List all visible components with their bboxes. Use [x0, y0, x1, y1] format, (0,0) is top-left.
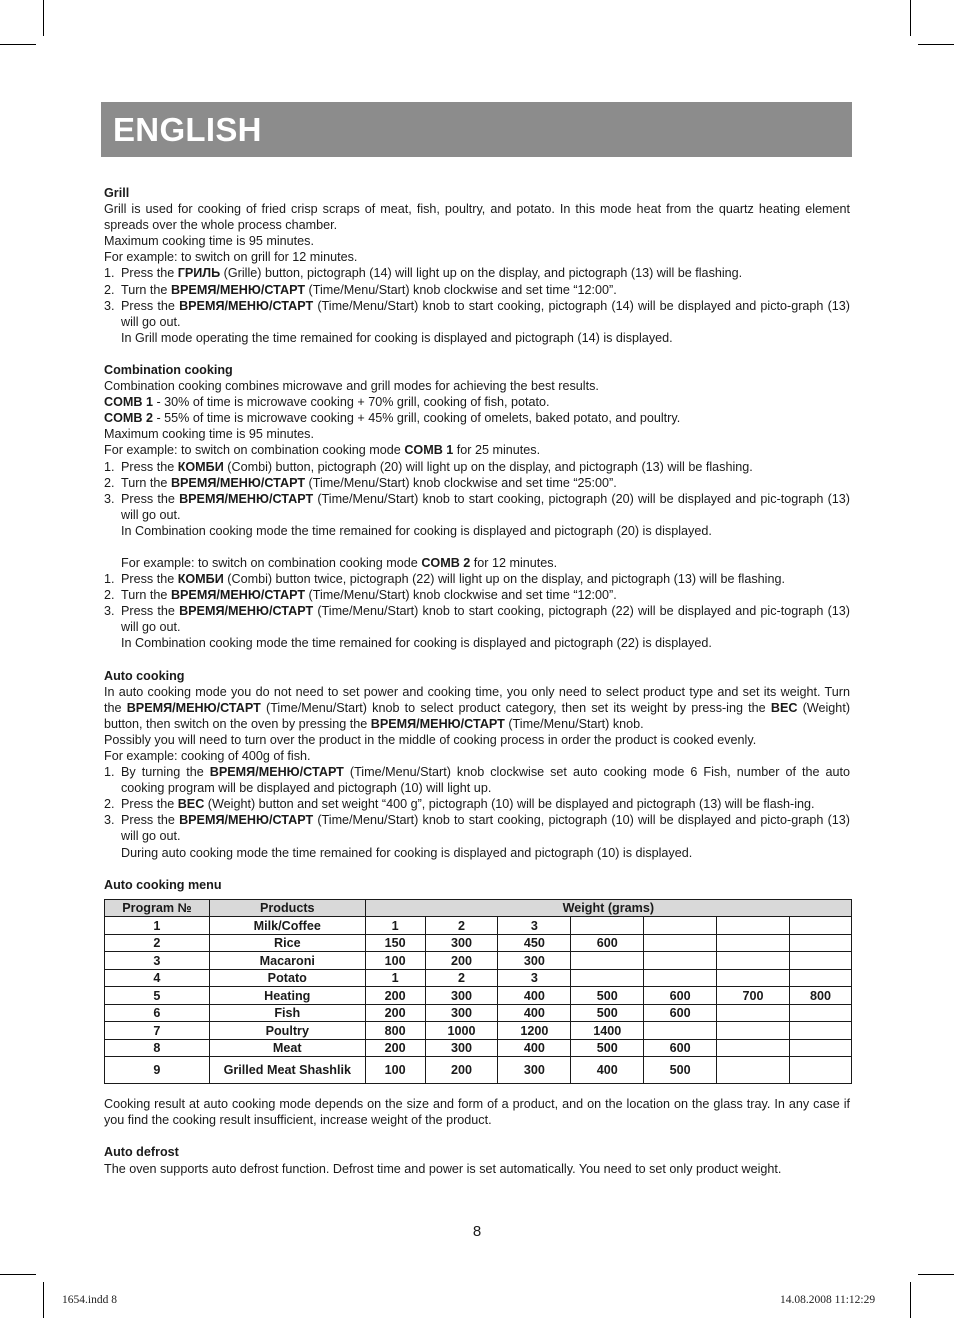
page-number: 8	[472, 1223, 482, 1240]
table-cell: Grilled Meat Shashlik	[209, 1057, 365, 1084]
table-cell: 800	[365, 1022, 425, 1040]
paragraph: For example: cooking of 400g of fish.	[104, 749, 311, 763]
table-cell: 600	[644, 987, 717, 1005]
table-cell: 5	[105, 987, 210, 1005]
paragraph: Maximum cooking time is 95 minutes.	[104, 234, 314, 249]
table-cell: 450	[498, 934, 571, 952]
table-cell	[644, 1022, 717, 1040]
paragraph: The oven supports auto defrost function. Defrost time and power is set automatically. You need to set only product weight.	[104, 1161, 782, 1176]
column-header: Products	[209, 899, 365, 917]
table-cell: 400	[498, 1004, 571, 1022]
table-cell: 4	[105, 969, 210, 987]
table-cell: 9	[105, 1057, 210, 1084]
table-cell: 500	[571, 1039, 644, 1057]
crop-mark	[918, 1274, 954, 1275]
table-cell: 500	[644, 1057, 717, 1084]
table-cell: 300	[498, 952, 571, 970]
table-cell: 700	[717, 987, 790, 1005]
list-item: 3. Press the ВРЕМЯ/МЕНЮ/СТАРТ (Time/Menu/Start) knob to start cooking, pictograph (14) will be displayed and picto-graph (13) will go out.	[104, 298, 851, 329]
paragraph: COMB 2 - 55% of time is microwave cooking + 45% grill, cooking of omelets, baked potato, and poultry.	[104, 411, 681, 426]
table-cell: 2	[425, 917, 498, 935]
table-cell	[644, 934, 717, 952]
table-cell: 1	[105, 917, 210, 935]
list-item: 3. Press the ВРЕМЯ/МЕНЮ/СТАРТ (Time/Menu/Start) knob to start cooking, pictograph (10) will be displayed and picto-graph (13) will go out.	[104, 813, 851, 844]
crop-mark	[910, 1282, 911, 1318]
table-cell: 3	[498, 917, 571, 935]
paragraph: Combination cooking combines microwave and grill modes for achieving the best results.	[104, 379, 599, 394]
table-cell: 500	[571, 987, 644, 1005]
paragraph: In auto cooking mode you do not need to set power and cooking time, you only need to select product type and set its weight. Turn the ВРЕМЯ/МЕНЮ/СТАРТ (Time/Menu/Start) knob to select product category, then set its weight by press-ing the ВЕС (Weight) button, then switch on the oven by pressing the ВРЕМЯ/МЕНЮ/СТАРТ (Time/Menu/Start) knob.	[104, 684, 851, 731]
list-item: 3. Press the ВРЕМЯ/МЕНЮ/СТАРТ (Time/Menu/Start) knob to start cooking, pictograph (20) will be displayed and pic-tograph (13) will go out.	[104, 491, 851, 522]
table-cell: Poultry	[209, 1022, 365, 1040]
table-cell	[790, 934, 852, 952]
table-cell: Fish	[209, 1004, 365, 1022]
date-slug: 14.08.2008 11:12:29	[780, 1294, 876, 1306]
paragraph: Possibly you will need to turn over the product in the middle of cooking process in order the product is cooked evenly.	[104, 732, 757, 747]
table-cell: 400	[571, 1057, 644, 1084]
table-row	[105, 969, 852, 987]
table-cell	[790, 952, 852, 970]
table-row	[105, 952, 852, 970]
table-cell: 300	[425, 1004, 498, 1022]
table-cell	[717, 1039, 790, 1057]
crop-mark	[918, 44, 954, 45]
table-cell: 8	[105, 1039, 210, 1057]
table-cell: 400	[498, 1039, 571, 1057]
table-cell: 1000	[425, 1022, 498, 1040]
table-cell: 1	[365, 917, 425, 935]
table-cell: 7	[105, 1022, 210, 1040]
table-cell	[571, 917, 644, 935]
table-cell: 100	[365, 1057, 425, 1084]
table-cell: 150	[365, 934, 425, 952]
table-cell: 1400	[571, 1022, 644, 1040]
table-cell	[571, 969, 644, 987]
table-cell: Milk/Coffee	[209, 917, 365, 935]
paragraph: Grill is used for cooking of fried crisp scraps of meat, fish, poultry, and potato. In this mode heat from the quartz heating element spreads over the whole process chamber.	[104, 202, 850, 233]
table-header-row	[105, 899, 852, 917]
paragraph: COMB 1 - 30% of time is microwave cooking + 70% grill, cooking of fish, potato.	[104, 395, 550, 410]
table-cell	[644, 917, 717, 935]
column-header: Weight (grams)	[365, 899, 851, 917]
table-row	[105, 1039, 852, 1057]
crop-mark	[0, 44, 36, 45]
table-row	[105, 1057, 852, 1084]
table-cell	[717, 934, 790, 952]
table-cell: 800	[790, 987, 852, 1005]
table-cell: 100	[365, 952, 425, 970]
document-body	[104, 185, 850, 1177]
table-cell	[790, 969, 852, 987]
auto-cooking-table	[104, 899, 852, 1085]
table-cell: 300	[425, 1039, 498, 1057]
list-item: 1. Press the КОМБИ (Combi) button, pictograph (20) will light up on the display, and pictograph (13) will be flashing.	[104, 459, 753, 474]
table-row	[105, 1022, 852, 1040]
crop-mark	[0, 1274, 36, 1275]
language-banner	[101, 102, 852, 157]
paragraph: Cooking result at auto cooking mode depends on the size and form of a product, and on the location on the glass tray. In any case if you find the cooking result insufficient, increase weight of the product.	[104, 1097, 850, 1128]
page-title: ENGLISH	[113, 111, 262, 148]
table-cell	[790, 1004, 852, 1022]
table-cell: Rice	[209, 934, 365, 952]
table-cell	[717, 917, 790, 935]
table-cell: Heating	[209, 987, 365, 1005]
list-note: For example: to switch on combination cooking mode COMB 2 for 12 minutes.	[121, 555, 558, 570]
paragraph: Maximum cooking time is 95 minutes.	[104, 427, 314, 442]
table-cell: 200	[365, 1039, 425, 1057]
paragraph: For example: to switch on grill for 12 minutes.	[104, 250, 358, 265]
file-slug: 1654.indd 8	[62, 1294, 117, 1306]
table-cell: 200	[425, 952, 498, 970]
table-cell: 6	[105, 1004, 210, 1022]
section-heading: Grill	[104, 186, 130, 200]
list-item: 2. Turn the ВРЕМЯ/МЕНЮ/СТАРТ (Time/Menu/Start) knob clockwise and set time “25:00”.	[104, 475, 617, 490]
table-row	[105, 917, 852, 935]
list-item: 2. Turn the ВРЕМЯ/МЕНЮ/СТАРТ (Time/Menu/Start) knob clockwise and set time “12:00”.	[104, 588, 617, 603]
table-cell	[644, 952, 717, 970]
list-item: 2. Press the ВЕС (Weight) button and set weight “400 g”, pictograph (10) will be displayed and pictograph (13) will be flash-ing.	[104, 797, 815, 812]
table-cell	[717, 1004, 790, 1022]
table-cell: 200	[365, 987, 425, 1005]
table-cell: 2	[105, 934, 210, 952]
crop-mark	[43, 1282, 44, 1318]
column-header: Program №	[105, 899, 210, 917]
table-cell	[717, 1022, 790, 1040]
table-cell: 3	[105, 952, 210, 970]
table-cell: 600	[644, 1039, 717, 1057]
table-cell: 200	[425, 1057, 498, 1084]
list-note: In Combination cooking mode the time remained for cooking is displayed and pictograph (22) is displayed.	[121, 636, 712, 651]
table-cell: 2	[425, 969, 498, 987]
table-cell: 300	[425, 987, 498, 1005]
table-cell: Macaroni	[209, 952, 365, 970]
list-item: 1. By turning the ВРЕМЯ/МЕНЮ/СТАРТ (Time/Menu/Start) knob clockwise set auto cooking mode 6 Fish, number of the auto cooking program will be displayed and pictograph (10) will light up.	[104, 765, 850, 796]
table-cell	[790, 1039, 852, 1057]
table-cell: Potato	[209, 969, 365, 987]
table-cell	[571, 952, 644, 970]
table-cell	[644, 969, 717, 987]
table-cell	[717, 1057, 790, 1084]
table-cell: 400	[498, 987, 571, 1005]
crop-mark	[43, 0, 44, 36]
list-item: 2. Turn the ВРЕМЯ/МЕНЮ/СТАРТ (Time/Menu/Start) knob clockwise and set time “12:00”.	[104, 282, 617, 297]
table-cell: 500	[571, 1004, 644, 1022]
table-cell: 3	[498, 969, 571, 987]
list-item: 3. Press the ВРЕМЯ/МЕНЮ/СТАРТ (Time/Menu/Start) knob to start cooking, pictograph (22) will be displayed and pic-tograph (13) will go out.	[104, 604, 851, 635]
list-item: 1. Press the КОМБИ (Combi) button twice, pictograph (22) will light up on the display, and pictograph (13) will be flashing.	[104, 572, 785, 587]
section-heading: Auto cooking menu	[104, 877, 222, 892]
table-cell	[790, 1022, 852, 1040]
table-cell: 600	[644, 1004, 717, 1022]
table-cell	[717, 952, 790, 970]
crop-mark	[910, 0, 911, 36]
table-cell: 300	[498, 1057, 571, 1084]
section-heading: Combination cooking	[104, 362, 233, 377]
table-cell	[790, 1057, 852, 1084]
section-heading: Auto cooking	[104, 668, 185, 683]
table-row	[105, 934, 852, 952]
table-cell	[790, 917, 852, 935]
list-note: In Combination cooking mode the time remained for cooking is displayed and pictograph (20) is displayed.	[121, 523, 712, 538]
table-cell	[717, 969, 790, 987]
section-heading: Auto defrost	[104, 1145, 179, 1160]
list-note: During auto cooking mode the time remained for cooking is displayed and pictograph (10) is displayed.	[121, 845, 693, 860]
table-cell: Meat	[209, 1039, 365, 1057]
table-cell: 600	[571, 934, 644, 952]
table-cell: 1200	[498, 1022, 571, 1040]
list-item: 1. Press the ГРИЛЬ (Grille) button, pictograph (14) will light up on the display, and pictograph (13) will be flashing.	[104, 266, 743, 281]
table-row	[105, 987, 852, 1005]
table-cell: 200	[365, 1004, 425, 1022]
table-row	[105, 1004, 852, 1022]
paragraph: For example: to switch on combination cooking mode COMB 1 for 25 minutes.	[104, 443, 541, 458]
table-cell: 1	[365, 969, 425, 987]
list-note: In Grill mode operating the time remained for cooking is displayed and pictograph (14) is displayed.	[121, 330, 673, 345]
table-cell: 300	[425, 934, 498, 952]
